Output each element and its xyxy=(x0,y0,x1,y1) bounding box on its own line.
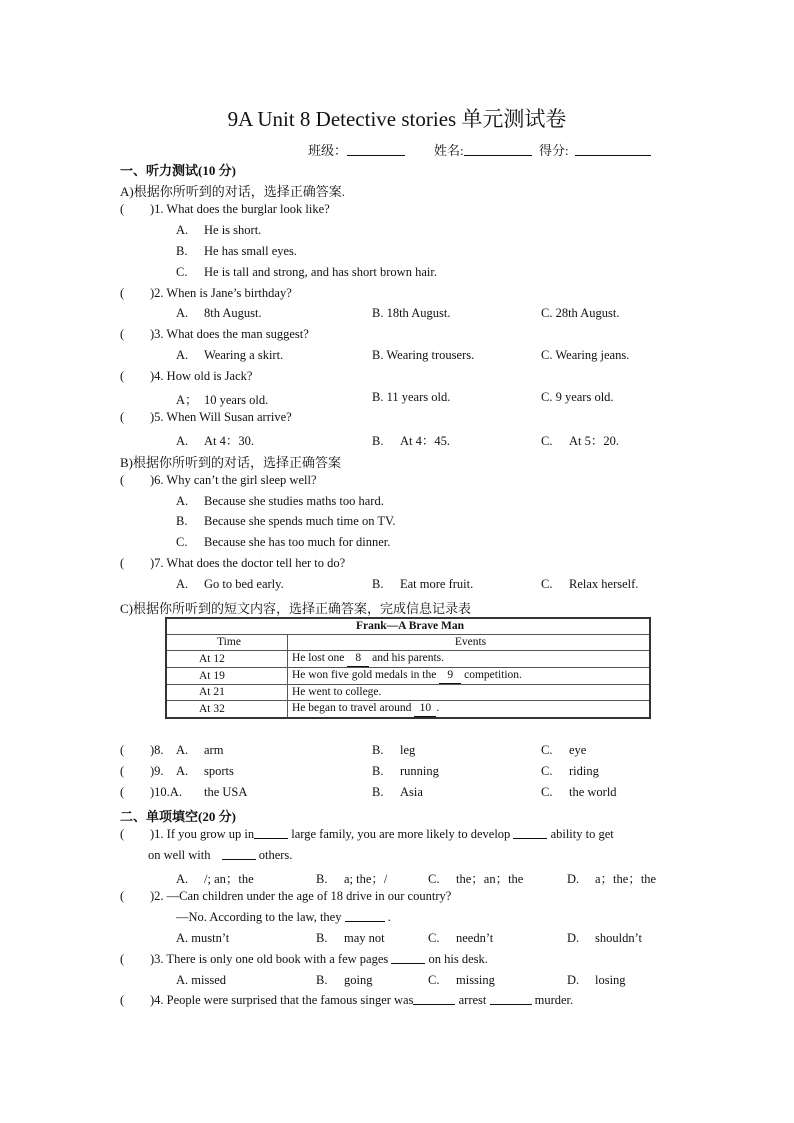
q10-option-a[interactable]: the USA xyxy=(204,785,248,799)
score-label: 得分: xyxy=(539,143,569,158)
class-blank[interactable] xyxy=(347,143,405,156)
blank-10[interactable]: 10 xyxy=(414,701,436,717)
answer-paren[interactable]: ( xyxy=(120,827,125,841)
class-field[interactable] xyxy=(308,140,405,159)
q7-option-b[interactable]: B. Eat more fruit. xyxy=(372,577,474,591)
mc1-option-d[interactable]: D. a；the；the xyxy=(567,872,657,886)
q9-option-a[interactable]: A. sports xyxy=(176,764,234,778)
answer-paren[interactable]: ( xyxy=(120,785,125,799)
answer-paren[interactable]: ( xyxy=(120,743,125,757)
section2-heading: 二、单项填空(20 分) xyxy=(120,809,236,824)
q5-option-c[interactable]: C. At 5：20. xyxy=(541,434,620,448)
score-blank[interactable] xyxy=(575,143,651,156)
question-8: )8. xyxy=(150,743,164,757)
mc3-option-b[interactable]: B. going xyxy=(316,973,373,987)
mc-question-4: )4. People were surprised that the famous singer was arrest murder. xyxy=(150,993,574,1007)
part-c-instruction: C)根据你所听到的短文内容，选择正确答案，完成信息记录表 xyxy=(120,601,472,616)
mc-question-2-cont: —No. According to the law, they . xyxy=(176,910,391,924)
table-row: At 12 He lost one 8 and his parents. xyxy=(166,651,650,668)
score-field[interactable] xyxy=(539,140,651,159)
section1-heading: 一、听力测试(10 分) xyxy=(120,163,236,178)
answer-paren[interactable]: ( xyxy=(120,764,125,778)
q8-option-b[interactable]: B. leg xyxy=(372,743,416,757)
answer-paren[interactable]: ( xyxy=(120,473,125,487)
table-row: At 32 He began to travel around 10 . xyxy=(166,701,650,719)
mc1-option-b[interactable]: B. a; the；/ xyxy=(316,872,388,886)
blank[interactable] xyxy=(513,827,547,839)
blank[interactable] xyxy=(490,993,532,1005)
q8-option-a[interactable]: A. arm xyxy=(176,743,224,757)
q4-option-c[interactable]: C. 9 years old. xyxy=(541,390,614,404)
q3-option-b[interactable]: B. Wearing trousers. xyxy=(372,348,475,362)
mc2-option-a[interactable]: A. mustn’t xyxy=(176,931,230,945)
answer-paren[interactable]: ( xyxy=(120,410,125,424)
part-b-instruction: B)根据你所听到的对话，选择正确答案 xyxy=(120,455,342,470)
answer-paren[interactable]: ( xyxy=(120,952,125,966)
q1-option-b[interactable]: B. He has small eyes. xyxy=(176,244,298,258)
question-1: )1. What does the burglar look like? xyxy=(150,202,330,216)
mc3-option-a[interactable]: A. missed xyxy=(176,973,226,987)
q7-option-c[interactable]: C. Relax herself. xyxy=(541,577,639,591)
table-row: At 19 He won five gold medals in the 9 competition. xyxy=(166,668,650,685)
answer-paren[interactable]: ( xyxy=(120,202,125,216)
q9-option-b[interactable]: B. running xyxy=(372,764,439,778)
q4-option-a[interactable]: A； 10 years old. xyxy=(176,393,269,407)
q2-option-a[interactable]: A. 8th August. xyxy=(176,306,262,320)
answer-paren[interactable]: ( xyxy=(120,369,125,383)
blank[interactable] xyxy=(391,952,425,964)
answer-paren[interactable]: ( xyxy=(120,556,125,570)
blank[interactable] xyxy=(222,848,256,860)
q8-option-c[interactable]: C. eye xyxy=(541,743,587,757)
q9-option-c[interactable]: C. riding xyxy=(541,764,599,778)
blank[interactable] xyxy=(345,910,385,922)
col-header-time: Time xyxy=(166,635,288,651)
q6-option-c[interactable]: C. Because she has too much for dinner. xyxy=(176,535,391,549)
col-header-events: Events xyxy=(288,635,651,651)
mc2-option-b[interactable]: B. may not xyxy=(316,931,385,945)
question-9: )9. xyxy=(150,764,164,778)
mc-question-1: )1. If you grow up in large family, you are more likely to develop ability to get xyxy=(150,827,614,841)
name-field[interactable] xyxy=(434,140,532,159)
q1-option-a[interactable]: A. He is short. xyxy=(176,223,262,237)
q10-option-c[interactable]: C. the world xyxy=(541,785,617,799)
q2-option-b[interactable]: B. 18th August. xyxy=(372,306,451,320)
table-caption: Frank—A Brave Man xyxy=(166,618,650,635)
question-7: )7. What does the doctor tell her to do? xyxy=(150,556,346,570)
q6-option-b[interactable]: B. Because she spends much time on TV. xyxy=(176,514,396,528)
q5-option-b[interactable]: B. At 4：45. xyxy=(372,434,451,448)
q3-option-c[interactable]: C. Wearing jeans. xyxy=(541,348,630,362)
mc2-option-d[interactable]: D. shouldn’t xyxy=(567,931,642,945)
blank-9[interactable]: 9 xyxy=(439,668,461,684)
q10-option-b[interactable]: B. Asia xyxy=(372,785,423,799)
q2-option-c[interactable]: C. 28th August. xyxy=(541,306,620,320)
question-10: )10.A. xyxy=(150,785,182,799)
info-record-table xyxy=(165,617,651,719)
mc-question-1-cont: on well with others. xyxy=(148,848,293,862)
name-blank[interactable] xyxy=(464,143,532,156)
question-5: )5. When Will Susan arrive? xyxy=(150,410,292,424)
class-label: 班级： xyxy=(308,143,348,158)
mc1-option-a[interactable]: A. /; an；the xyxy=(176,872,254,886)
q1-option-c[interactable]: C. He is tall and strong, and has short brown hair. xyxy=(176,265,437,279)
answer-paren[interactable]: ( xyxy=(120,286,125,300)
answer-paren[interactable]: ( xyxy=(120,993,125,1007)
q7-option-a[interactable]: A. Go to bed early. xyxy=(176,577,284,591)
page-title: 9A Unit 8 Detective stories 单元测试卷 xyxy=(227,107,567,131)
table-row: At 21 He went to college. xyxy=(166,685,650,701)
mc-question-2: )2. —Can children under the age of 18 drive in our country? xyxy=(150,889,452,903)
question-6: )6. Why can’t the girl sleep well? xyxy=(150,473,317,487)
q3-option-a[interactable]: A. Wearing a skirt. xyxy=(176,348,284,362)
mc1-option-c[interactable]: C. the；an；the xyxy=(428,872,524,886)
question-4: )4. How old is Jack? xyxy=(150,369,253,383)
mc3-option-c[interactable]: C. missing xyxy=(428,973,495,987)
answer-paren[interactable]: ( xyxy=(120,327,125,341)
q4-option-b[interactable]: B. 11 years old. xyxy=(372,390,451,404)
question-3: )3. What does the man suggest? xyxy=(150,327,309,341)
q6-option-a[interactable]: A. Because she studies maths too hard. xyxy=(176,494,384,508)
name-label: 姓名: xyxy=(434,143,464,158)
part-a-instruction: A)根据你所听到的对话，选择正确答案. xyxy=(120,184,345,199)
mc-question-3: )3. There is only one old book with a few pages on his desk. xyxy=(150,952,488,966)
blank[interactable] xyxy=(254,827,288,839)
question-2: )2. When is Jane’s birthday? xyxy=(150,286,292,300)
blank-8[interactable]: 8 xyxy=(347,651,369,667)
mc3-option-d[interactable]: D. losing xyxy=(567,973,626,987)
mc2-option-c[interactable]: C. needn’t xyxy=(428,931,494,945)
answer-paren[interactable]: ( xyxy=(120,889,125,903)
q5-option-a[interactable]: A. At 4：30. xyxy=(176,434,255,448)
blank[interactable] xyxy=(413,993,455,1005)
